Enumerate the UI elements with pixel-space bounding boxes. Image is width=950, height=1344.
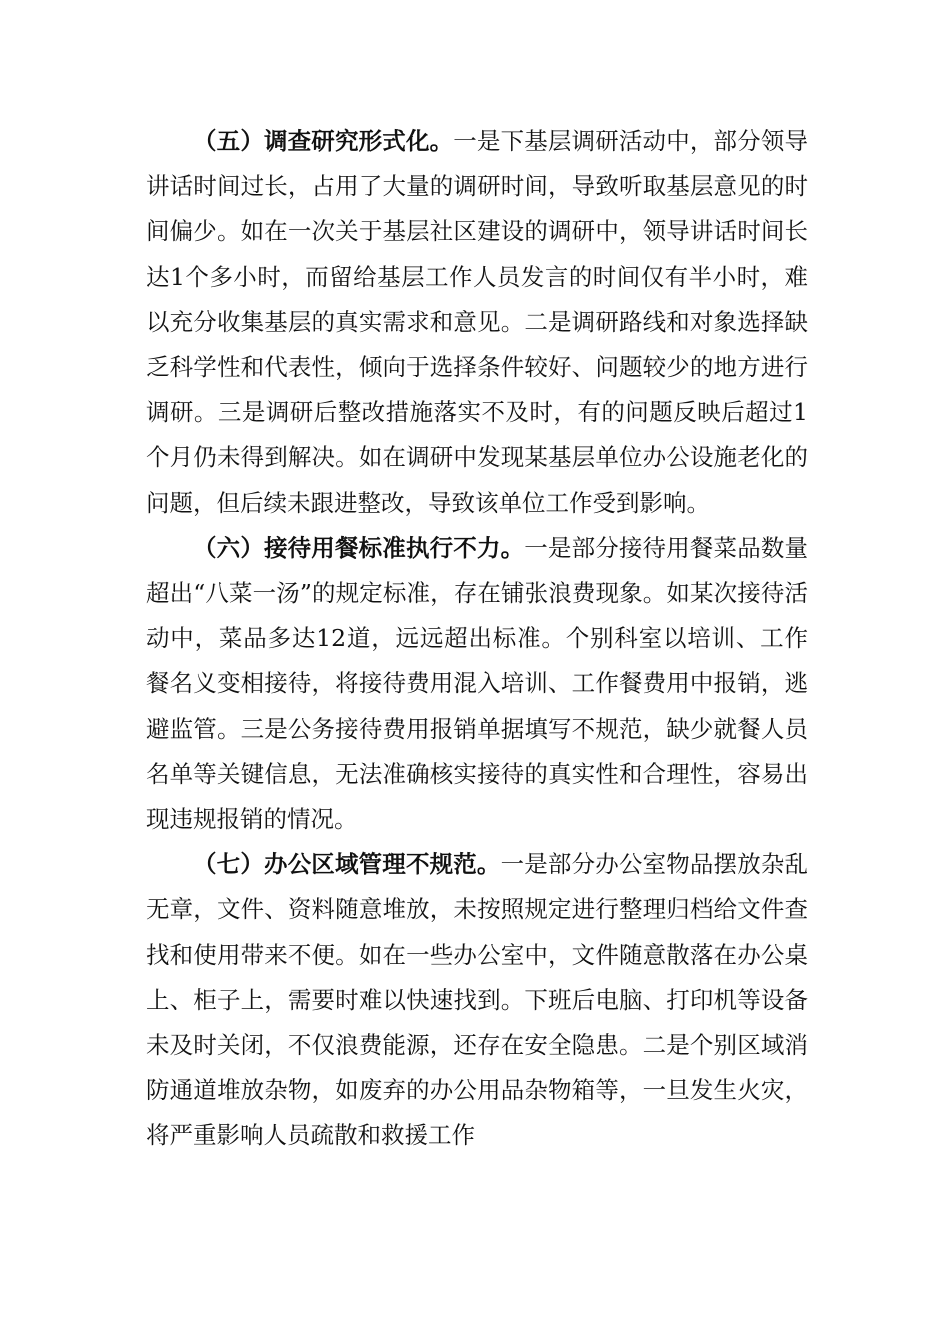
paragraph-section-7: [146, 842, 808, 1158]
section-body-7: 一是部分办公室物品摆放杂乱无章，文件、资料随意堆放，未按照规定进行整理归档给文件查找和使用带来不便。如在一些办公室中，文件随意散落在办公桌上、柜子上，需要时难以快速找到。下班后电脑、打印机等设备未及时关闭，不仅浪费能源，还存在安全隐患。二是个别区域消防通道堆放杂物，如废弃的办公用品杂物箱等，一旦发生火灾，将严重影响人员疏散和救援工作: [146, 850, 809, 1150]
section-body-6: 一是部分接待用餐菜品数量超出“八菜一汤”的规定标准，存在铺张浪费现象。如某次接待活动中，菜品多达12道，远远超出标准。个别科室以培训、工作餐名义变相接待，将接待费用混入培训、工作餐费用中报销，逃避监管。三是公务接待费用报销单据填写不规范，缺少就餐人员名单等关键信息，无法准确核实接待的真实性和合理性，容易出现违规报销的情况。: [146, 533, 809, 834]
section-heading-5: （五）调查研究形式化。: [193, 127, 454, 155]
section-heading-6: （六）接待用餐标准执行不力。: [193, 533, 525, 562]
paragraph-section-6: [146, 526, 808, 842]
document-body: [146, 119, 808, 1159]
section-body-5: 一是下基层调研活动中，部分领导讲话时间过长，占用了大量的调研时间，导致听取基层意见的时间偏少。如在一次关于基层社区建设的调研中，领导讲话时间长达1个多小时，而留给基层工作人员发言的时间仅有半小时，难以充分收集基层的真实需求和意见。二是调研路线和对象选择缺乏科学性和代表性，倾向于选择条件较好、问题较少的地方进行调研。三是调研后整改措施落实不及时，有的问题反映后超过1个月仍未得到解决。如在调研中发现某基层单位办公设施老化的问题，但后续未跟进整改，导致该单位工作受到影响。: [146, 127, 809, 517]
section-heading-7: （七）办公区域管理不规范。: [193, 850, 501, 879]
paragraph-section-5: [146, 119, 808, 526]
